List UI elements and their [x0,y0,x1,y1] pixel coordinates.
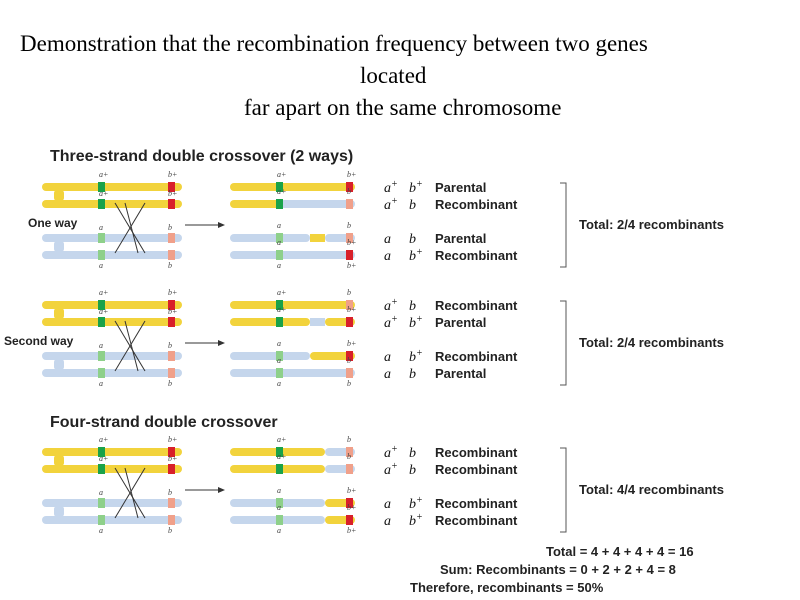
locus-label: a+ [277,187,287,196]
parental-chromatid-segment [42,352,182,360]
parental-chromatid-segment [42,251,182,259]
gene-a-locus [276,464,283,474]
recombined-chromatid-segment [230,251,355,259]
genotype-b: b+ [409,179,423,196]
locus-label: a+ [277,288,287,297]
locus-label: a+ [277,305,287,314]
gene-b-locus [168,317,175,327]
gene-a-locus [98,515,105,525]
gene-b-locus [346,515,353,525]
gene-b-locus [168,351,175,361]
parental-chromatid-segment [42,183,182,191]
genotype-a: a+ [384,461,398,478]
genotype-a: a [384,367,391,382]
locus-label: b+ [347,503,357,512]
locus-label: a [277,486,281,495]
parental-chromatid-segment [42,301,182,309]
locus-label: a [99,379,103,388]
arrow-head [218,340,225,346]
genotype-b: b [409,299,416,314]
gene-a-locus [98,233,105,243]
locus-label: b [347,379,351,388]
recombined-chromatid-segment [310,318,325,326]
gene-a-locus [276,199,283,209]
locus-label: b+ [347,486,357,495]
genotype-b: b+ [409,495,423,512]
chromatid-type-label: Recombinant [435,349,518,364]
chromatid-type-label: Recombinant [435,445,518,460]
locus-label: a [277,339,281,348]
group-bracket [560,301,566,385]
chromatid-type-label: Recombinant [435,248,518,263]
title-line-3: far apart on the same chromosome [244,95,562,120]
gene-b-locus [168,250,175,260]
locus-label: a+ [99,189,109,198]
locus-label: a [99,488,103,497]
locus-label: b+ [168,435,178,444]
recombined-chromatid-segment [230,234,310,242]
group-total-label: Total: 4/4 recombinants [579,482,724,497]
centromere-upper [54,190,64,201]
recombined-chromatid-segment [230,301,355,309]
genotype-a: a [384,249,391,264]
chromatid-type-label: Recombinant [435,298,518,313]
genotype-a: a [384,514,391,529]
genotype-a: a+ [384,314,398,331]
group-total-label: Total: 2/4 recombinants [579,217,724,232]
centromere-lower [54,241,64,252]
genotype-a: a [384,232,391,247]
locus-label: b [347,356,351,365]
genotype-b: b+ [409,348,423,365]
genotype-b: b [409,198,416,213]
gene-a-locus [276,368,283,378]
parental-chromatid-segment [42,465,182,473]
gene-b-locus [168,464,175,474]
chromatid-type-label: Recombinant [435,513,518,528]
group-bracket [560,183,566,267]
locus-label: b+ [168,189,178,198]
arrow-head [218,487,225,493]
parental-chromatid-segment [42,318,182,326]
locus-label: b [347,288,351,297]
locus-label: a [277,503,281,512]
gene-a-locus [98,317,105,327]
section-heading-three-strand: Three-strand double crossover (2 ways) [50,148,354,165]
centromere-lower [54,359,64,370]
way-label-second: Second way [4,334,74,348]
gene-b-locus [346,464,353,474]
gene-b-locus [346,317,353,327]
chromatid-type-label: Recombinant [435,496,518,511]
genotype-a: a+ [384,297,398,314]
arrow-head [218,222,225,228]
locus-label: b [168,261,172,270]
locus-label: a [99,261,103,270]
genotype-b: b [409,367,416,382]
centromere-upper [54,308,64,319]
locus-label: b+ [168,288,178,297]
gene-a-locus [98,464,105,474]
locus-label: a [277,238,281,247]
locus-label: a+ [99,170,109,179]
gene-b-locus [168,199,175,209]
gene-b-locus [168,498,175,508]
gene-b-locus [346,199,353,209]
title-line-1: Demonstration that the recombination frequency between two genes [20,31,648,56]
recombined-chromatid-segment [230,352,310,360]
recombined-chromatid-segment [280,200,355,208]
locus-label: a+ [277,435,287,444]
locus-label: b+ [347,170,357,179]
genotype-b: b [409,446,416,461]
recombined-chromatid-segment [310,234,325,242]
locus-label: a+ [99,288,109,297]
locus-label: b [347,452,351,461]
locus-label: b+ [347,261,357,270]
centromere-upper [54,455,64,466]
crossover-line [125,321,138,371]
locus-label: a [277,379,281,388]
summary-sum: Sum: Recombinants = 0 + 2 + 2 + 4 = 8 [440,562,676,577]
title-line-2: located [360,63,427,88]
way-label-one: One way [28,216,78,230]
genotype-b: b [409,463,416,478]
locus-label: b [347,221,351,230]
gene-a-locus [276,250,283,260]
crossover-line [125,468,138,518]
group-total-label: Total: 2/4 recombinants [579,335,724,350]
locus-label: b+ [347,339,357,348]
locus-label: a+ [99,454,109,463]
genotype-b: b [409,232,416,247]
locus-label: b+ [168,307,178,316]
gene-b-locus [346,368,353,378]
locus-label: b [168,379,172,388]
genotype-b: b+ [409,247,423,264]
group-bracket [560,448,566,532]
parental-chromatid-segment [42,200,182,208]
gene-a-locus [98,250,105,260]
gene-a-locus [98,368,105,378]
recombined-chromatid-segment [230,369,355,377]
gene-a-locus [98,498,105,508]
gene-a-locus [98,199,105,209]
locus-label: a [277,526,281,535]
crossover-line [125,203,138,253]
genotype-b: b+ [409,512,423,529]
locus-label: b [168,341,172,350]
locus-label: a [99,341,103,350]
section-heading-four-strand: Four-strand double crossover [50,414,278,431]
gene-a-locus [98,351,105,361]
locus-label: b [347,187,351,196]
parental-chromatid-segment [42,516,182,524]
locus-label: b+ [168,170,178,179]
genotype-a: a [384,497,391,512]
genotype-a: a+ [384,179,398,196]
gene-b-locus [168,515,175,525]
locus-label: b+ [347,305,357,314]
genotype-a: a [384,350,391,365]
chromatid-type-label: Parental [435,180,487,195]
locus-label: b [347,435,351,444]
parental-chromatid-segment [42,448,182,456]
gene-b-locus [346,250,353,260]
locus-label: a [277,356,281,365]
recombined-chromatid-segment [230,318,310,326]
parental-chromatid-segment [42,369,182,377]
locus-label: a [99,526,103,535]
chromatid-type-label: Recombinant [435,462,518,477]
gene-a-locus [276,317,283,327]
genotype-a: a+ [384,196,398,213]
locus-label: b+ [347,526,357,535]
locus-label: a+ [277,452,287,461]
locus-label: a+ [99,307,109,316]
chromatid-type-label: Parental [435,366,487,381]
parental-chromatid-segment [42,499,182,507]
genotype-b: b+ [409,314,423,331]
locus-label: a+ [277,170,287,179]
chromatid-type-label: Parental [435,231,487,246]
locus-label: b [168,488,172,497]
chromatid-type-label: Parental [435,315,487,330]
locus-label: a [277,261,281,270]
summary-result: Therefore, recombinants = 50% [410,580,604,595]
locus-label: a [277,221,281,230]
locus-label: a+ [99,435,109,444]
locus-label: b [168,223,172,232]
centromere-lower [54,506,64,517]
locus-label: b+ [168,454,178,463]
locus-label: b+ [347,238,357,247]
summary-total: Total = 4 + 4 + 4 + 4 = 16 [546,544,694,559]
recombined-chromatid-segment [230,200,280,208]
locus-label: b [168,526,172,535]
recombined-chromatid-segment [230,183,355,191]
locus-label: a [99,223,103,232]
genotype-a: a+ [384,444,398,461]
gene-b-locus [168,368,175,378]
chromatid-type-label: Recombinant [435,197,518,212]
gene-b-locus [168,233,175,243]
gene-a-locus [276,515,283,525]
parental-chromatid-segment [42,234,182,242]
